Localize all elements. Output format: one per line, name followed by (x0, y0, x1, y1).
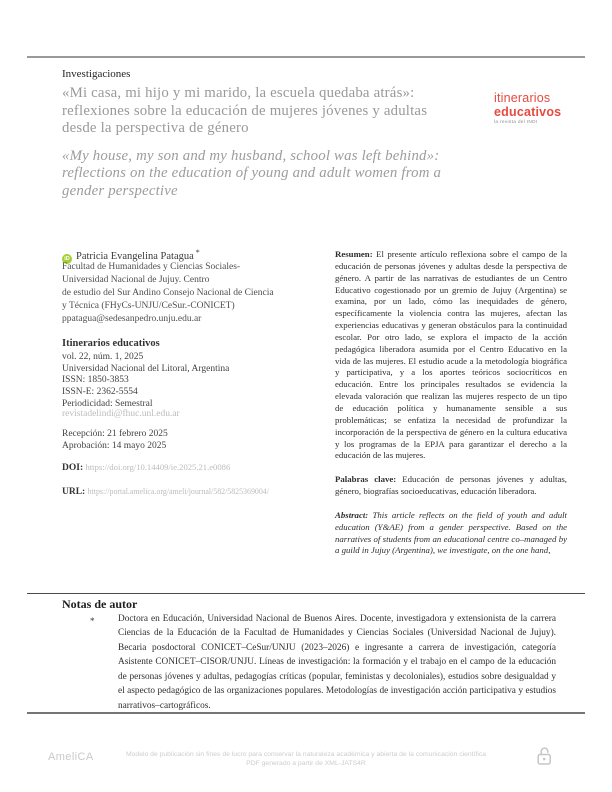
title-en-line: «My house, my son and my husband, school was left behind»: (62, 148, 440, 164)
abstract-en-label: Abstract: (335, 509, 369, 520)
title-es-line: «Mi casa, mi hijo y mi marido, la escuela quedaba atrás»: (62, 85, 415, 101)
journal-email-link[interactable]: revistadelindi@fhuc.unl.edu.ar (62, 409, 180, 419)
title-es-line: reflexiones sobre la educación de mujeres jóvenes y adultas (62, 102, 428, 119)
title-es-line: desde la perspectiva de género (62, 120, 249, 137)
doi-row (62, 462, 230, 473)
abstract-es-label: Resumen: (335, 249, 373, 259)
journal-logo-tagline: la revista del INDI (494, 120, 538, 125)
top-divider (27, 56, 585, 58)
abstract-en (335, 510, 567, 557)
journal-info (62, 352, 229, 411)
url-row (62, 487, 269, 497)
footnote-text: Doctora en Educación, Universidad Nacional de Buenos Aires. Docente, investigadora y extensionista de la carrera Ciencias de la Educación de la Facultad de Humanidades y Ciencias Sociales (Universidad Nacional de Jujuy). Becaria posdoctoral CONICET–CeSur/UNJU (2023–2026) e ingresante a carrera de investigación, categoría Asistente CONICET–CISOR/UNJU. Líneas de investigación: la formación y el trabajo en el campo de la educación de personas jóvenes y adultas, pedagogías críticas (popular, feministas y decoloniales), estudios sobre desigualdad y el aspecto pedagógico de las organizaciones populares. Metodologías de investigación acción participativa y estudios narrativos–cartográficos. (118, 614, 556, 711)
journal-logo (494, 92, 561, 126)
abstracts-column (335, 249, 567, 557)
journal-publisher: Universidad Nacional del Litoral, Argentina (62, 363, 230, 374)
journal-logo-line1: itinerarios (494, 91, 551, 105)
abstract-en-text: This article reflects on the field of youth and adult education (Y&AE) from a gender perspective. Based on the narratives of students from an educational centre co–managed by a guild in Jujuy (Argentina), we investigate, on the one hand, (335, 509, 568, 556)
journal-name: Itinerarios educativos (62, 338, 160, 349)
journal-issn: ISSN: 1850-3853 (62, 375, 129, 386)
author-notes-heading: Notas de autor (62, 597, 138, 611)
author-name: Patricia Evangelina Patagua (76, 251, 194, 262)
doi-label: DOI: (62, 463, 84, 473)
keywords (335, 474, 567, 498)
title-en-line: gender perspective (62, 182, 178, 199)
orcid-icon[interactable]: iD (62, 254, 72, 264)
author-affiliation (62, 261, 342, 326)
bottom-divider (27, 712, 585, 714)
section-label: Investigaciones (62, 68, 131, 80)
affiliation-line: de estudio del Sur Andino Consejo Nacional de Ciencia (62, 287, 274, 298)
article-title-es (62, 85, 482, 138)
journal-issn-e: ISSN-E: 2362-5554 (62, 387, 138, 398)
journal-periodicity: Periodicidad: Semestral (62, 398, 153, 409)
title-en-line: reflections on the education of young and adult women from a (62, 165, 442, 182)
approved-date: Aprobación: 14 mayo 2025 (62, 440, 167, 451)
author-note-mark: * (195, 248, 200, 257)
keywords-label: Palabras clave: (335, 474, 397, 485)
journal-volume: vol. 22, núm. 1, 2025 (62, 352, 144, 362)
affiliation-line: y Técnica (FHyCs-UNJU/CeSur.-CONICET) (62, 300, 235, 311)
footer-note (96, 750, 516, 769)
open-access-icon (537, 746, 552, 771)
affiliation-line: Facultad de Humanidades y Ciencias Sociales- (62, 262, 241, 272)
affiliation-line: Universidad Nacional de Jujuy. Centro (62, 274, 210, 285)
article-title-en (62, 148, 482, 200)
article-dates (62, 429, 168, 452)
abstract-es-text: El presente artículo reflexiona sobre el campo de la educación de personas jóvenes y adultas desde la perspectiva de género. A partir de las narrativas de estudiantes de un Centro Educativo cogestionado por un gremio de Jujuy (Argentina) se examina, por un lado, cómo las inequidades de género, específicamente la violencia contra las mujeres, afectan las experiencias educativas y generan obstáculos para la continuidad escolar. Por otro lado, se explora el impacto de la acción pedagógica liberadora asumida por el Centro Educativo en la vida de las mujeres. El estudio acude a la metodología biográfica y participativa, y a los aportes teóricos sociocríticos en educación. Entre los principales resultados se evidencia la elevada valoración que realizan las mujeres respecto de un tipo de educación política y humanamente sensible a sus problemáticas; se enfatiza la necesidad de profundizar la incorporación de la perspectiva de género en la cultura educativa y los programas de la EPJA para garantizar el derecho a la educación de las mujeres. (335, 249, 567, 461)
author-notes-divider (27, 593, 585, 594)
author-email-link[interactable]: ppatagua@sedesanpedro.unju.edu.ar (62, 313, 202, 324)
journal-logo-line2: educativos (494, 104, 562, 119)
url-label: URL: (62, 487, 86, 497)
doi-link[interactable]: https://doi.org/10.14409/ie.2025.21.e0086 (85, 462, 231, 472)
footnote-mark: * (90, 616, 95, 626)
article-url-link[interactable]: https://portal.amelica.org/ameli/journal/582/5825369004/ (87, 487, 269, 496)
abstract-es (335, 249, 567, 462)
received-date: Recepción: 21 febrero 2025 (62, 429, 168, 439)
amelica-logo: AmeliCA (48, 751, 94, 763)
footer-note-line2: PDF generado a partir de XML-JATS4R (246, 760, 366, 768)
keywords-text: Educación de personas jóvenes y adultas, género, biografías socioeducativas, educación liberadora. (335, 474, 568, 497)
footer-note-line1: Modelo de publicación sin fines de lucro para conservar la naturaleza académica y abierta de la comunicación científica (125, 751, 487, 758)
